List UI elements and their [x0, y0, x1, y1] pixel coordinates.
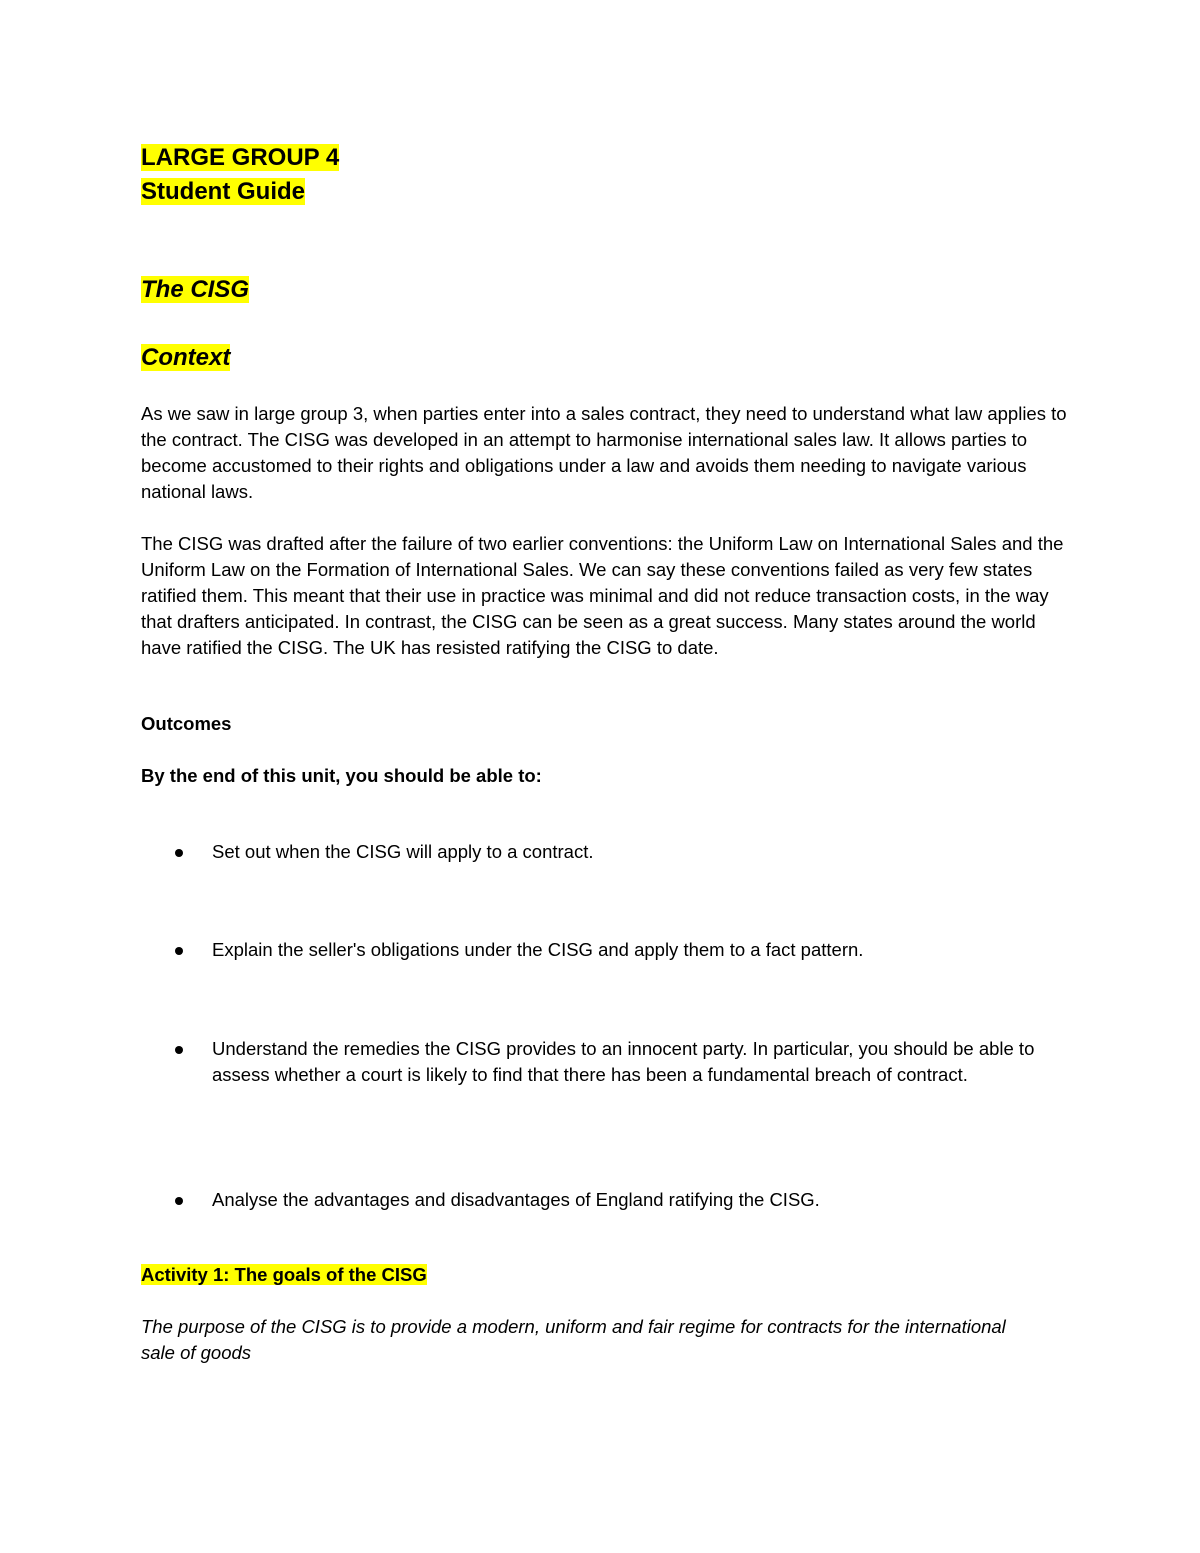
outcomes-intro: By the end of this unit, you should be able to:	[141, 765, 542, 786]
list-item-text: Analyse the advantages and disadvantages of England ratifying the CISG.	[212, 1189, 820, 1210]
activity-text: The purpose of the CISG is to provide a modern, uniform and fair regime for contracts for the international sale of goods	[141, 1316, 1006, 1363]
activity-heading	[141, 1262, 427, 1288]
bullet-icon	[175, 1197, 183, 1205]
list-item	[175, 1187, 1035, 1213]
section-heading	[141, 274, 249, 306]
context-paragraph-1: As we saw in large group 3, when parties enter into a sales contract, they need to understand what law applies to the contract. The CISG was developed in an attempt to harmonise international sales law. It allows parties to become accustomed to their rights and obligations under a law and avoids them needing to navigate various national laws.	[141, 403, 1067, 502]
outcomes-heading: Outcomes	[141, 713, 232, 734]
context-paragraph-2: The CISG was drafted after the failure of two earlier conventions: the Uniform Law on International Sales and the Uniform Law on the Formation of International Sales. We can say these conventions failed as very few states ratified them. This meant that their use in practice was minimal and did not reduce transaction costs, in the way that drafters anticipated. In contrast, the CISG can be seen as a great success. Many states around the world have ratified the CISG. The UK has resisted ratifying the CISG to date.	[141, 533, 1064, 658]
list-item	[175, 937, 1035, 963]
title-block	[141, 141, 339, 209]
list-item	[175, 839, 1035, 865]
context-heading-text: Context	[141, 344, 231, 371]
document-title: LARGE GROUP 4	[141, 144, 340, 171]
bullet-icon	[175, 1046, 183, 1054]
document-subtitle: Student Guide	[141, 178, 305, 205]
subtitle-line	[141, 175, 339, 209]
activity-heading-text: Activity 1: The goals of the CISG	[141, 1264, 427, 1285]
context-heading	[141, 342, 230, 374]
list-item-text: Understand the remedies the CISG provides to an innocent party. In particular, you should be able to assess whether a court is likely to find that there has been a fundamental breach of contract.	[212, 1038, 1035, 1085]
bullet-icon	[175, 947, 183, 955]
section-title: The CISG	[141, 276, 250, 303]
list-item-text: Set out when the CISG will apply to a contract.	[212, 841, 594, 862]
bullet-icon	[175, 849, 183, 857]
list-item	[175, 1036, 1035, 1088]
title-line	[141, 141, 339, 175]
list-item-text: Explain the seller's obligations under the CISG and apply them to a fact pattern.	[212, 939, 864, 960]
